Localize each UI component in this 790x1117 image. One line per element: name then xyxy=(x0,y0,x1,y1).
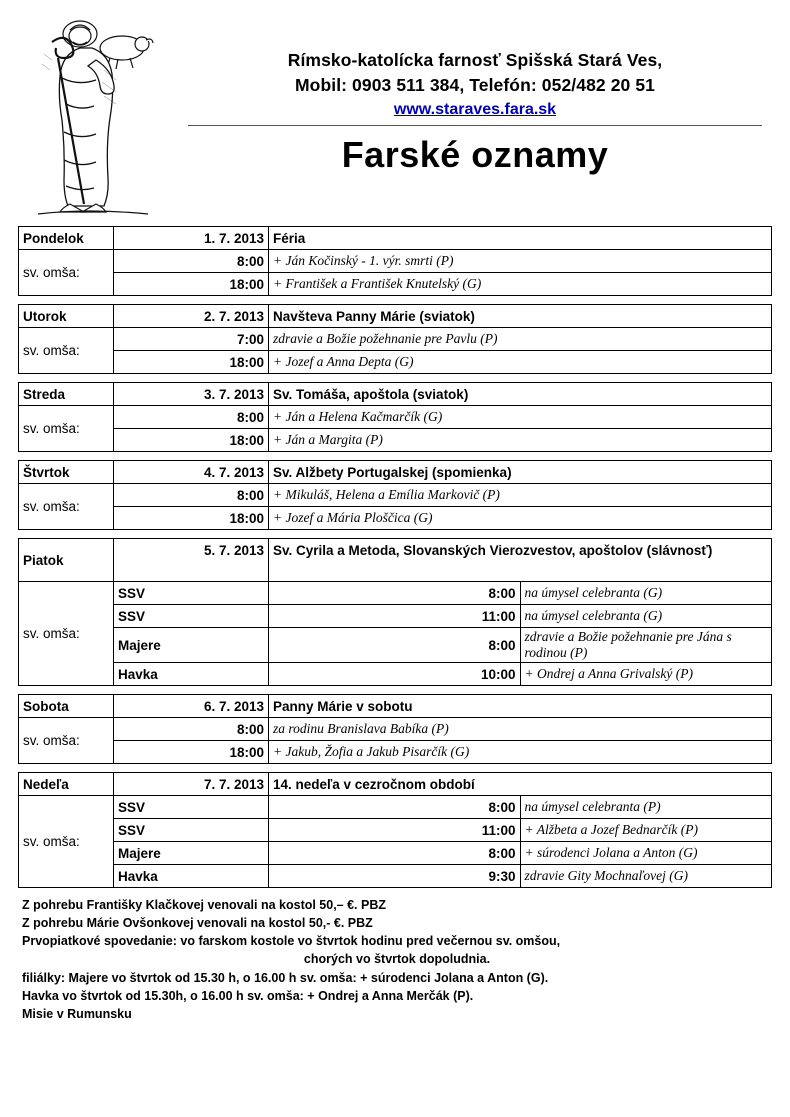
day-block-nedela xyxy=(18,772,772,888)
day-name: Pondelok xyxy=(19,227,114,250)
mass-place: Havka xyxy=(114,663,269,686)
mass-time: 18:00 xyxy=(114,429,269,452)
table-row xyxy=(19,461,772,484)
day-feast: Sv. Alžbety Portugalskej (spomienka) xyxy=(269,461,772,484)
day-feast: Sv. Tomáša, apoštola (sviatok) xyxy=(269,383,772,406)
mass-time: 18:00 xyxy=(114,741,269,764)
day-date: 3. 7. 2013 xyxy=(114,383,269,406)
day-date: 4. 7. 2013 xyxy=(114,461,269,484)
table-row xyxy=(19,605,772,628)
mass-label: sv. omša: xyxy=(19,484,114,530)
mass-time: 11:00 xyxy=(269,819,521,842)
table-row xyxy=(19,865,772,888)
day-date: 5. 7. 2013 xyxy=(114,539,269,582)
table-row xyxy=(19,773,772,796)
table-row xyxy=(19,328,772,351)
mass-intention: + Jozef a Anna Depta (G) xyxy=(269,351,772,374)
mass-intention: + Mikuláš, Helena a Emília Markovič (P) xyxy=(269,484,772,507)
mass-label: sv. omša: xyxy=(19,328,114,374)
day-block-sobota xyxy=(18,694,772,764)
mass-intention: zdravie a Božie požehnanie pre Jána s rodinou (P) xyxy=(520,628,772,663)
mass-intention: za rodinu Branislava Babíka (P) xyxy=(269,718,772,741)
mass-time: 8:00 xyxy=(114,250,269,273)
note-line: filiálky: Majere vo štvrtok od 15.30 h, o 16.00 h sv. omša: + súrodenci Jolana a Anton (G). xyxy=(22,970,549,985)
note-line: Z pohrebu Márie Ovšonkovej venovali na kostol 50,- €. PBZ xyxy=(22,916,373,931)
table-row xyxy=(19,663,772,686)
table-row xyxy=(19,741,772,764)
good-shepherd-engraving xyxy=(18,8,168,218)
mass-intention: zdravie Gity Mochnaľovej (G) xyxy=(520,865,772,888)
day-block-utorok xyxy=(18,304,772,374)
parish-contact-line2: Mobil: 0903 511 384, Telefón: 052/482 20 51 xyxy=(294,75,655,96)
mass-time: 10:00 xyxy=(269,663,521,686)
day-name: Nedeľa xyxy=(19,773,114,796)
mass-label: sv. omša: xyxy=(19,582,114,686)
mass-time: 11:00 xyxy=(269,605,521,628)
table-row xyxy=(19,273,772,296)
table-row xyxy=(19,582,772,605)
mass-time: 18:00 xyxy=(114,273,269,296)
day-feast: Sv. Cyrila a Metoda, Slovanských Vierozvestov, apoštolov (slávnosť) xyxy=(269,539,772,582)
day-date: 1. 7. 2013 xyxy=(114,227,269,250)
note-line: chorých vo štvrtok dopoludnia. xyxy=(303,952,491,967)
table-row xyxy=(19,819,772,842)
day-name: Štvrtok xyxy=(19,461,114,484)
day-block-piatok xyxy=(18,538,772,686)
note-line: Misie v Rumunsku xyxy=(22,1006,132,1021)
table-row xyxy=(19,305,772,328)
document-header xyxy=(0,0,790,218)
day-block-pondelok xyxy=(18,226,772,296)
mass-place: Majere xyxy=(114,842,269,865)
table-row xyxy=(19,628,772,663)
day-feast: Panny Márie v sobotu xyxy=(269,695,772,718)
mass-intention: + Alžbeta a Jozef Bednarčík (P) xyxy=(520,819,772,842)
day-date: 2. 7. 2013 xyxy=(114,305,269,328)
mass-intention: zdravie a Božie požehnanie pre Pavlu (P) xyxy=(269,328,772,351)
day-feast: 14. nedeľa v cezročnom období xyxy=(269,773,772,796)
mass-intention: na úmysel celebranta (G) xyxy=(520,605,772,628)
table-row xyxy=(19,406,772,429)
schedule-blocks xyxy=(18,226,772,888)
announcements-notes xyxy=(22,896,772,1023)
mass-time: 7:00 xyxy=(114,328,269,351)
mass-time: 8:00 xyxy=(114,484,269,507)
mass-intention: + Ondrej a Anna Grivalský (P) xyxy=(520,663,772,686)
mass-time: 8:00 xyxy=(269,582,521,605)
day-name: Piatok xyxy=(19,539,114,582)
mass-time: 8:00 xyxy=(269,628,521,663)
table-row xyxy=(19,539,772,582)
mass-time: 8:00 xyxy=(269,842,521,865)
day-name: Streda xyxy=(19,383,114,406)
table-row xyxy=(19,429,772,452)
mass-place: Havka xyxy=(114,865,269,888)
table-row xyxy=(19,718,772,741)
mass-label: sv. omša: xyxy=(19,796,114,888)
mass-label: sv. omša: xyxy=(19,250,114,296)
mass-intention: + Ján a Margita (P) xyxy=(269,429,772,452)
mass-intention: + súrodenci Jolana a Anton (G) xyxy=(520,842,772,865)
day-block-stvrtok xyxy=(18,460,772,530)
mass-intention: + Jakub, Žofia a Jakub Pisarčík (G) xyxy=(269,741,772,764)
mass-place: SSV xyxy=(114,796,269,819)
note-line: Havka vo štvrtok od 15.30h, o 16.00 h sv. omša: + Ondrej a Anna Merčák (P). xyxy=(22,988,474,1003)
mass-label: sv. omša: xyxy=(19,718,114,764)
mass-intention: na úmysel celebranta (P) xyxy=(520,796,772,819)
table-row xyxy=(19,351,772,374)
day-date: 6. 7. 2013 xyxy=(114,695,269,718)
mass-time: 18:00 xyxy=(114,507,269,530)
day-name: Sobota xyxy=(19,695,114,718)
mass-label: sv. omša: xyxy=(19,406,114,452)
day-date: 7. 7. 2013 xyxy=(114,773,269,796)
mass-place: SSV xyxy=(114,605,269,628)
mass-place: SSV xyxy=(114,819,269,842)
mass-time: 18:00 xyxy=(114,351,269,374)
mass-time: 8:00 xyxy=(114,718,269,741)
mass-time: 9:30 xyxy=(269,865,521,888)
parish-name-line1: Rímsko-katolícka farnosť Spišská Stará Ves, xyxy=(287,50,663,70)
day-feast: Navšteva Panny Márie (sviatok) xyxy=(269,305,772,328)
day-name: Utorok xyxy=(19,305,114,328)
table-row xyxy=(19,383,772,406)
page-title: Farské oznamy xyxy=(341,133,609,175)
table-row xyxy=(19,250,772,273)
mass-intention: + Ján Kočinský - 1. výr. smrti (P) xyxy=(269,250,772,273)
mass-time: 8:00 xyxy=(269,796,521,819)
note-line: Z pohrebu Františky Klačkovej venovali na kostol 50,– €. PBZ xyxy=(22,898,387,912)
mass-place: Majere xyxy=(114,628,269,663)
parish-website-link[interactable]: www.staraves.fara.sk xyxy=(393,100,557,118)
note-line: Prvopiatkové spovedanie: vo farskom kostole vo štvrtok hodinu pred večernou sv. omšou, xyxy=(22,934,561,949)
table-row xyxy=(19,695,772,718)
day-feast: Féria xyxy=(269,227,772,250)
table-row xyxy=(19,507,772,530)
mass-intention: + František a František Knutelský (G) xyxy=(269,273,772,296)
table-row xyxy=(19,796,772,819)
header-text-block xyxy=(178,48,772,176)
mass-place: SSV xyxy=(114,582,269,605)
mass-intention: + Ján a Helena Kačmarčík (G) xyxy=(269,406,772,429)
header-divider xyxy=(188,125,762,126)
mass-time: 8:00 xyxy=(114,406,269,429)
mass-intention: + Jozef a Mária Ploščica (G) xyxy=(269,507,772,530)
table-row xyxy=(19,484,772,507)
table-row xyxy=(19,227,772,250)
mass-intention: na úmysel celebranta (G) xyxy=(520,582,772,605)
day-block-streda xyxy=(18,382,772,452)
table-row xyxy=(19,842,772,865)
